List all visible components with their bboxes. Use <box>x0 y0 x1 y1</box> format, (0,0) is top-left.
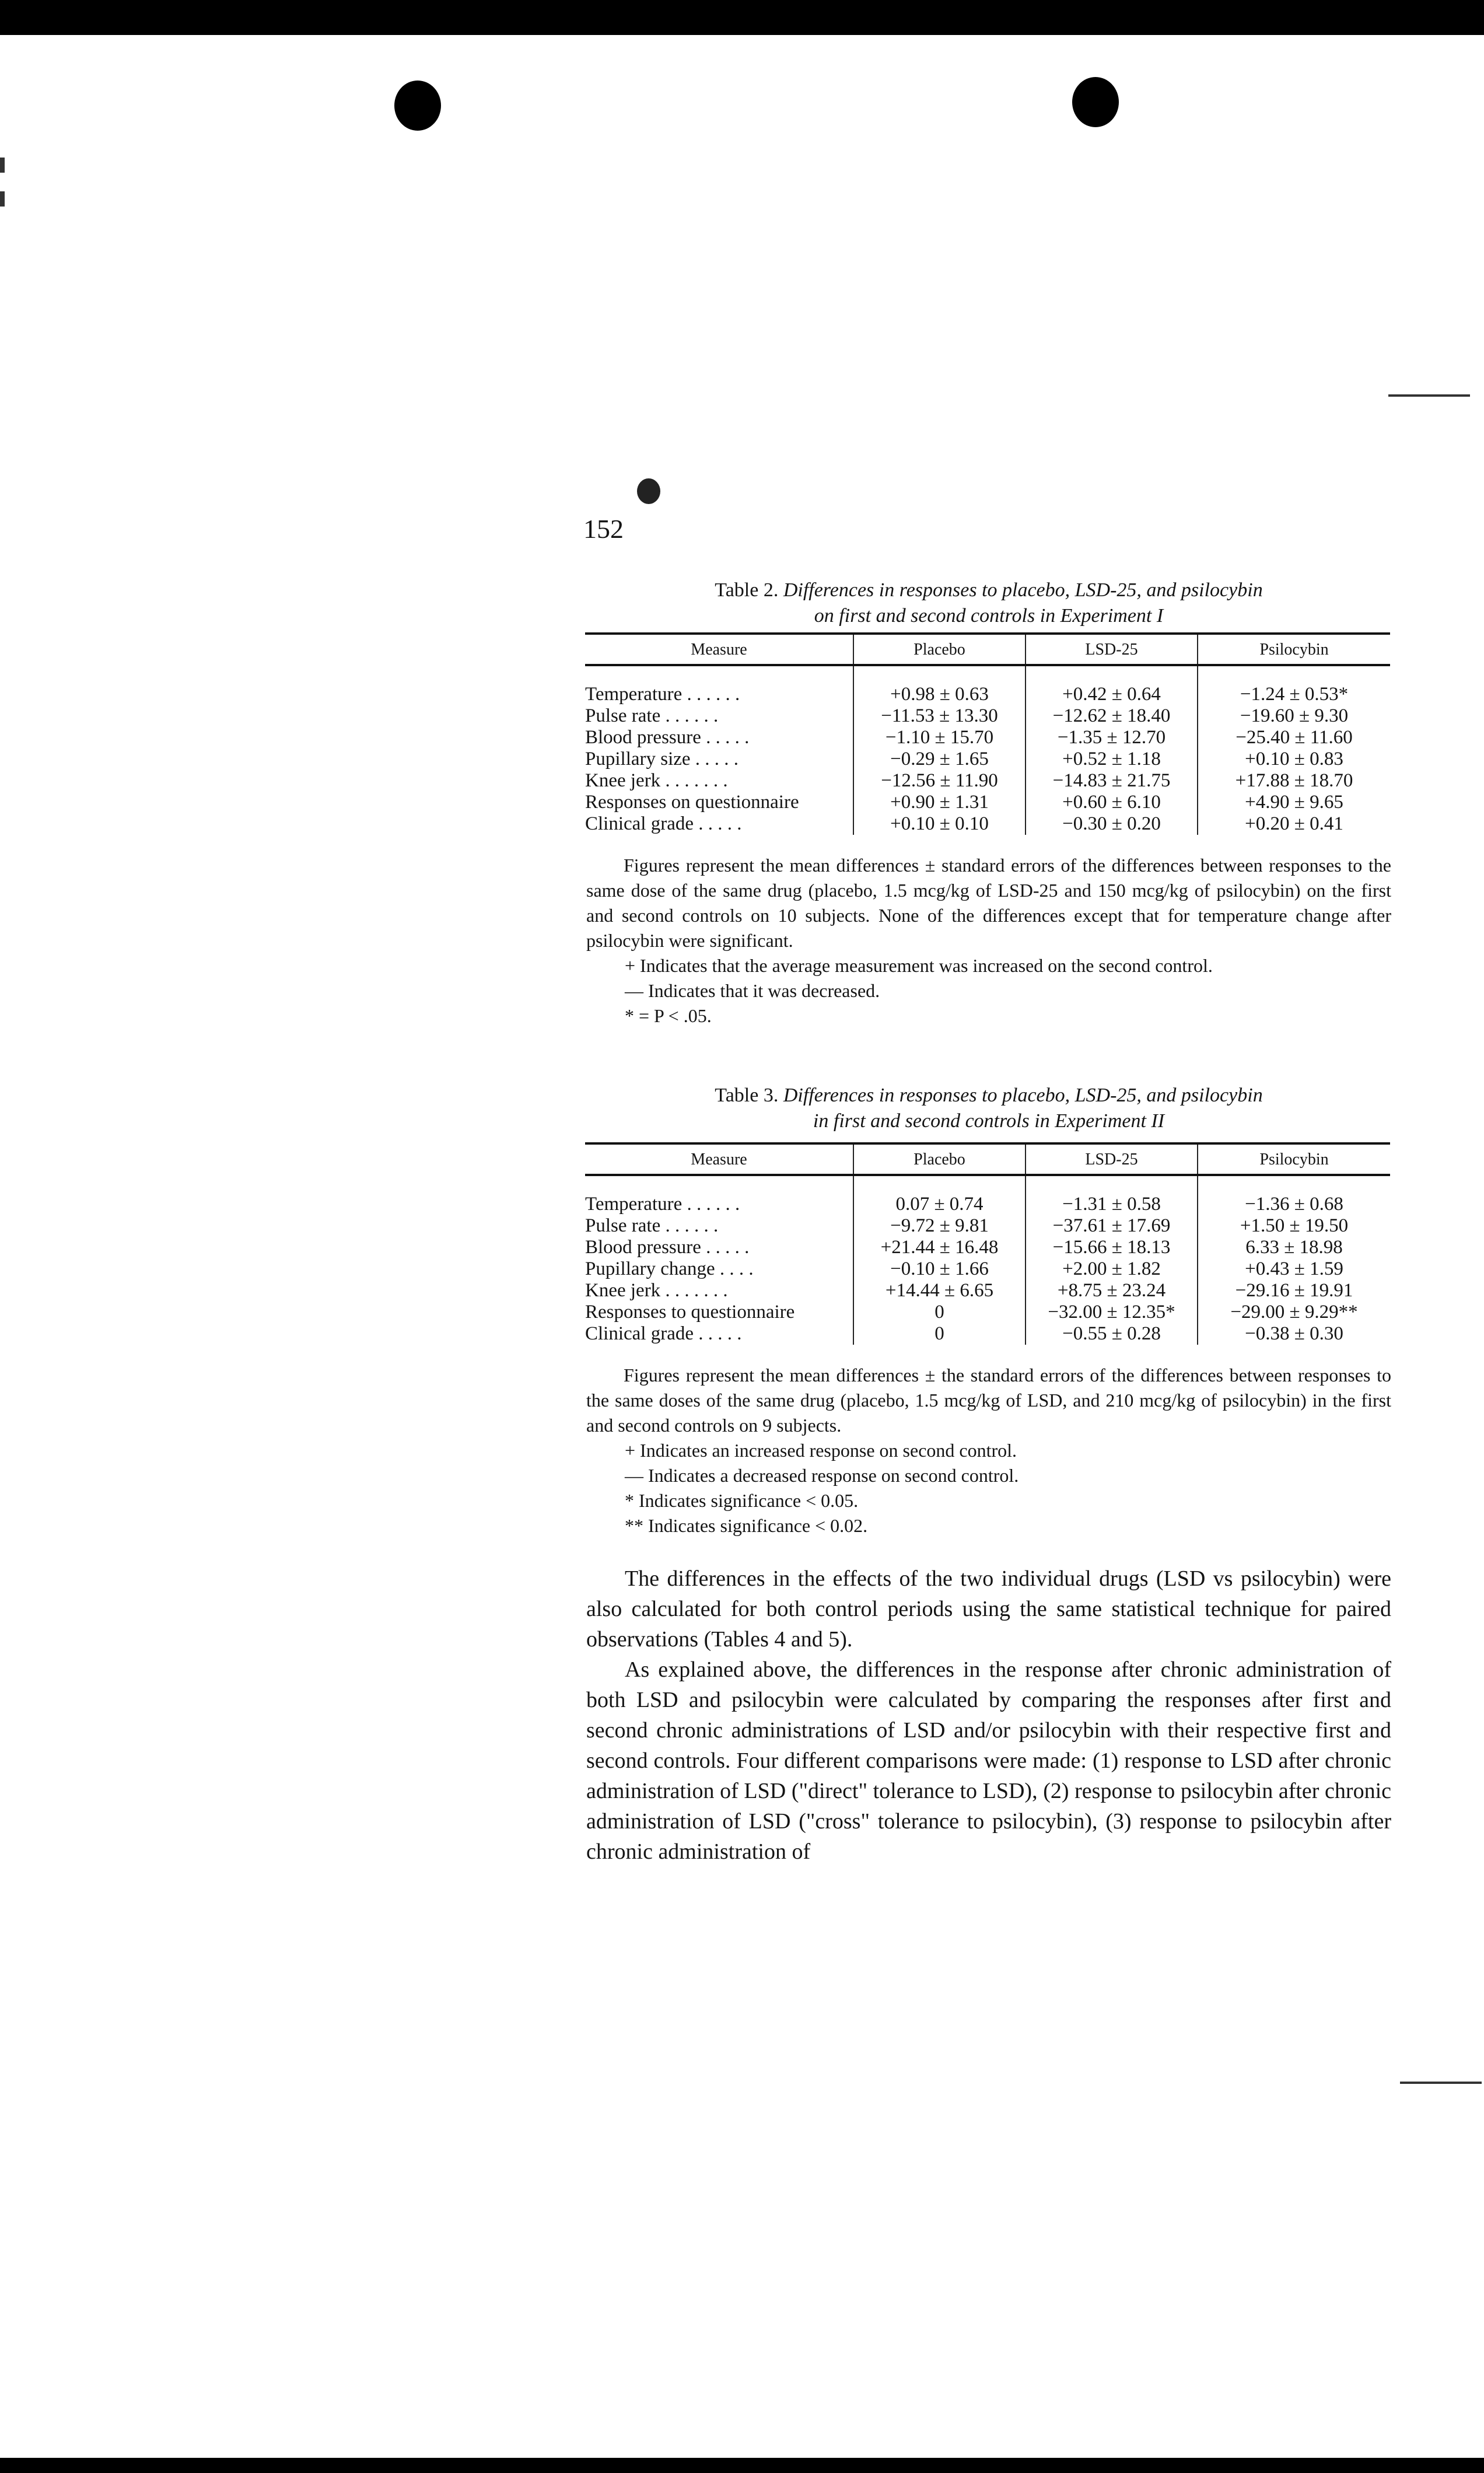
measure-cell: Responses on questionnaire <box>585 792 799 813</box>
table3-legend-significance-02: ** Indicates significance < 0.02. <box>625 1515 868 1536</box>
lsd-cell: −1.31 ± 0.58 <box>1026 1194 1198 1215</box>
body-text <box>586 1563 1391 1867</box>
table-row <box>585 748 1390 770</box>
table2-label: Table 2. <box>715 579 779 601</box>
table3-header-psilocybin: Psilocybin <box>1198 1143 1390 1175</box>
table3-header-measure: Measure <box>585 1143 853 1175</box>
placebo-cell: +21.44 ± 16.48 <box>853 1237 1026 1258</box>
ink-blot <box>637 478 660 504</box>
table2-header-psilocybin: Psilocybin <box>1198 634 1390 665</box>
table3-legend-significance-05: * Indicates significance < 0.05. <box>625 1490 859 1511</box>
lsd-cell: −32.00 ± 12.35* <box>1026 1302 1198 1323</box>
page-number: 152 <box>583 514 624 544</box>
table-row <box>585 1258 1390 1280</box>
psilocybin-cell: +17.88 ± 18.70 <box>1198 770 1390 792</box>
measure-cell: Pulse rate . . . . . . <box>585 705 719 726</box>
table-row <box>585 684 1390 705</box>
placebo-cell: −0.29 ± 1.65 <box>853 748 1026 770</box>
table3-header-lsd: LSD-25 <box>1026 1143 1198 1175</box>
measure-cell: Blood pressure . . . . . <box>585 727 750 748</box>
measure-cell: Pupillary change . . . . <box>585 1258 754 1279</box>
table2-title-line1: Differences in responses to placebo, LSD-25, and psilocybin <box>783 579 1263 601</box>
measure-cell: Knee jerk . . . . . . . <box>585 1280 728 1301</box>
table3-notes <box>586 1363 1391 1538</box>
edge-mark <box>1388 394 1470 397</box>
lsd-cell: +2.00 ± 1.82 <box>1026 1258 1198 1280</box>
placebo-cell: −11.53 ± 13.30 <box>853 705 1026 727</box>
table-row <box>585 1302 1390 1323</box>
table3-title-line1: Differences in responses to placebo, LSD-25, and psilocybin <box>783 1085 1263 1106</box>
edge-mark <box>1400 2082 1482 2084</box>
table2-header-placebo: Placebo <box>853 634 1026 665</box>
lsd-cell: −12.62 ± 18.40 <box>1026 705 1198 727</box>
psilocybin-cell: −29.00 ± 9.29** <box>1198 1302 1390 1323</box>
lsd-cell: −14.83 ± 21.75 <box>1026 770 1198 792</box>
punch-hole-left <box>394 81 441 131</box>
placebo-cell: −1.10 ± 15.70 <box>853 727 1026 748</box>
lsd-cell: −0.30 ± 0.20 <box>1026 813 1198 835</box>
table2-legend-significance: * = P < .05. <box>625 1005 712 1026</box>
table-row <box>585 1237 1390 1258</box>
lsd-cell: +0.60 ± 6.10 <box>1026 792 1198 813</box>
measure-cell: Responses to questionnaire <box>585 1302 795 1323</box>
psilocybin-cell: −25.40 ± 11.60 <box>1198 727 1390 748</box>
measure-cell: Pulse rate . . . . . . <box>585 1215 719 1236</box>
edge-mark <box>0 158 5 173</box>
table2-header-lsd: LSD-25 <box>1026 634 1198 665</box>
table-row <box>585 1194 1390 1215</box>
table-row <box>585 813 1390 835</box>
psilocybin-cell: +4.90 ± 9.65 <box>1198 792 1390 813</box>
table2 <box>585 632 1390 835</box>
lsd-cell: −0.55 ± 0.28 <box>1026 1323 1198 1345</box>
placebo-cell: +0.10 ± 0.10 <box>853 813 1026 835</box>
table3-caption <box>586 1083 1391 1134</box>
measure-cell: Temperature . . . . . . <box>585 1194 740 1215</box>
placebo-cell: +0.98 ± 0.63 <box>853 684 1026 705</box>
placebo-cell: +14.44 ± 6.65 <box>853 1280 1026 1302</box>
table3-legend-decrease: — Indicates a decreased response on second control. <box>625 1465 1019 1486</box>
psilocybin-cell: −1.36 ± 0.68 <box>1198 1194 1390 1215</box>
lsd-cell: −15.66 ± 18.13 <box>1026 1237 1198 1258</box>
table-row <box>585 705 1390 727</box>
lsd-cell: +0.42 ± 0.64 <box>1026 684 1198 705</box>
psilocybin-cell: +0.20 ± 0.41 <box>1198 813 1390 835</box>
scan-top-border <box>0 0 1484 35</box>
psilocybin-cell: +0.43 ± 1.59 <box>1198 1258 1390 1280</box>
psilocybin-cell: +0.10 ± 0.83 <box>1198 748 1390 770</box>
lsd-cell: +8.75 ± 23.24 <box>1026 1280 1198 1302</box>
table2-note-paragraph: Figures represent the mean differences ± standard errors of the differences between responses to the same dose of the same drug (placebo, 1.5 mcg/kg of LSD-25 and 150 mcg/kg of psilocybin) on the first and second controls on 10 subjects. None of the differences except that for temperature change after psilocybin were significant. <box>586 855 1391 951</box>
placebo-cell: 0.07 ± 0.74 <box>853 1194 1026 1215</box>
lsd-cell: −37.61 ± 17.69 <box>1026 1215 1198 1237</box>
lsd-cell: −1.35 ± 12.70 <box>1026 727 1198 748</box>
lsd-cell: +0.52 ± 1.18 <box>1026 748 1198 770</box>
psilocybin-cell: −29.16 ± 19.91 <box>1198 1280 1390 1302</box>
table-row <box>585 1280 1390 1302</box>
table-row <box>585 770 1390 792</box>
psilocybin-cell: −1.24 ± 0.53* <box>1198 684 1390 705</box>
psilocybin-cell: −0.38 ± 0.30 <box>1198 1323 1390 1345</box>
measure-cell: Clinical grade . . . . . <box>585 813 742 834</box>
psilocybin-cell: 6.33 ± 18.98 <box>1198 1237 1390 1258</box>
table-row <box>585 727 1390 748</box>
table3-note-paragraph: Figures represent the mean differences ± the standard errors of the differences between responses to the same doses of the same drug (placebo, 1.5 mcg/kg of LSD, and 210 mcg/kg of psilocybin) in the first and second controls on 9 subjects. <box>586 1365 1391 1436</box>
edge-mark <box>0 191 5 207</box>
measure-cell: Knee jerk . . . . . . . <box>585 770 728 791</box>
punch-hole-right <box>1072 77 1119 127</box>
measure-cell: Blood pressure . . . . . <box>585 1237 750 1258</box>
table-row <box>585 1215 1390 1237</box>
body-paragraph: The differences in the effects of the two individual drugs (LSD vs psilocybin) were also calculated for both control periods using the same statistical technique for paired observations (Tables 4 and 5). <box>586 1566 1391 1652</box>
table2-notes <box>586 853 1391 1029</box>
psilocybin-cell: +1.50 ± 19.50 <box>1198 1215 1390 1237</box>
table3-title-line2: in first and second controls in Experiment II <box>813 1110 1165 1132</box>
table2-legend-decrease: — Indicates that it was decreased. <box>625 980 880 1001</box>
placebo-cell: −12.56 ± 11.90 <box>853 770 1026 792</box>
measure-cell: Clinical grade . . . . . <box>585 1323 742 1344</box>
body-paragraph: As explained above, the differences in the response after chronic administration of both LSD and psilocybin were calculated by comparing the responses after first and second chronic administrations of LSD and/or psilocybin with their respective first and second controls. Four different comparisons were made: (1) response to LSD after chronic administration of LSD ("direct" tolerance to LSD), (2) response to psilocybin after chronic administration of LSD ("cross" tolerance to psilocybin), (3) response to psilocybin after chronic administration of <box>586 1657 1391 1864</box>
measure-cell: Pupillary size . . . . . <box>585 748 739 769</box>
table2-caption <box>586 578 1391 629</box>
table3-header-placebo: Placebo <box>853 1143 1026 1175</box>
table-row <box>585 1323 1390 1345</box>
placebo-cell: 0 <box>853 1302 1026 1323</box>
table3-legend-increase: + Indicates an increased response on second control. <box>625 1440 1017 1461</box>
placebo-cell: 0 <box>853 1323 1026 1345</box>
placebo-cell: −9.72 ± 9.81 <box>853 1215 1026 1237</box>
table-row <box>585 792 1390 813</box>
placebo-cell: +0.90 ± 1.31 <box>853 792 1026 813</box>
scan-bottom-border <box>0 2458 1484 2473</box>
psilocybin-cell: −19.60 ± 9.30 <box>1198 705 1390 727</box>
table3-label: Table 3. <box>715 1085 779 1106</box>
measure-cell: Temperature . . . . . . <box>585 684 740 705</box>
table2-title-line2: on first and second controls in Experiment I <box>814 605 1164 627</box>
placebo-cell: −0.10 ± 1.66 <box>853 1258 1026 1280</box>
table2-legend-increase: + Indicates that the average measurement was increased on the second control. <box>625 955 1213 976</box>
table2-header-measure: Measure <box>585 634 853 665</box>
table3 <box>585 1142 1390 1345</box>
